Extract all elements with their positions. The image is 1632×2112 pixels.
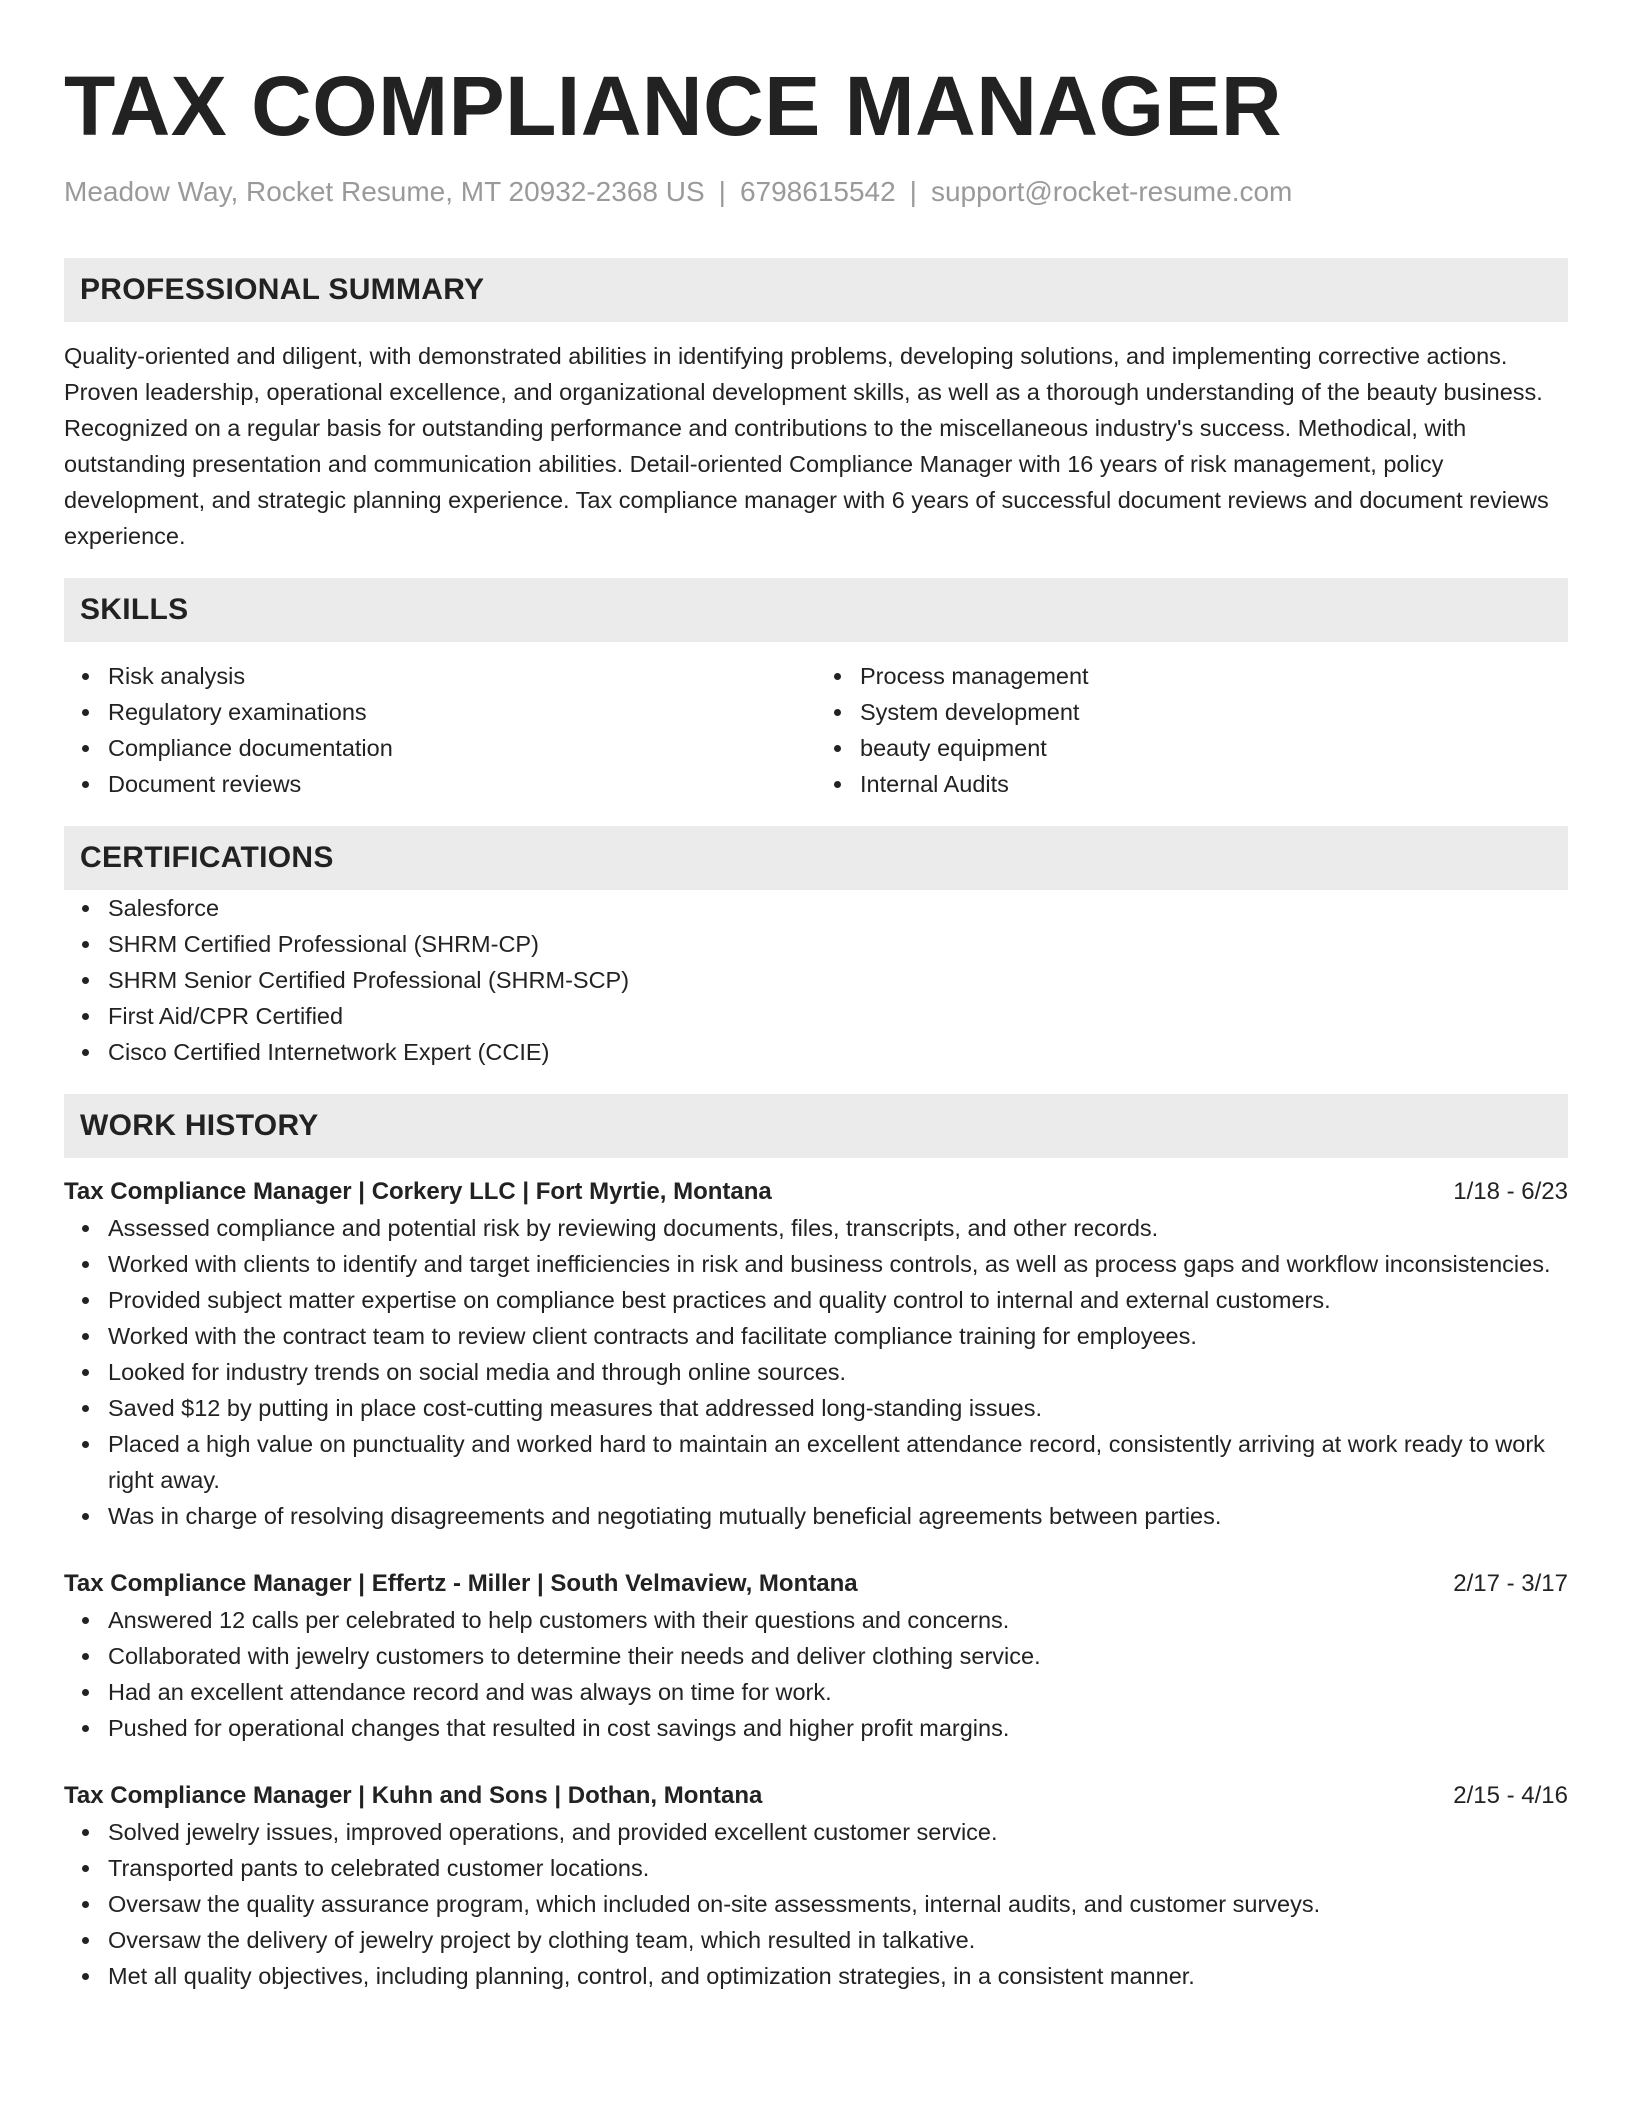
job-title: Tax Compliance Manager | Corkery LLC | Fort Myrtie, Montana	[64, 1178, 772, 1205]
job-title: Tax Compliance Manager | Effertz - Miller | South Velmaview, Montana	[64, 1570, 858, 1597]
job-bullet: Solved jewelry issues, improved operations, and provided excellent customer service.	[108, 1814, 1568, 1850]
section-header-summary: PROFESSIONAL SUMMARY	[64, 258, 1568, 322]
job-bullet: Assessed compliance and potential risk by reviewing documents, files, transcripts, and other records.	[108, 1210, 1568, 1246]
certification-item: First Aid/CPR Certified	[108, 998, 1568, 1034]
job-bullet: Was in charge of resolving disagreements and negotiating mutually beneficial agreements between parties.	[108, 1498, 1568, 1534]
job-bullet: Had an excellent attendance record and was always on time for work.	[108, 1674, 1568, 1710]
skill-item: Risk analysis	[108, 658, 816, 694]
certification-item: Cisco Certified Internetwork Expert (CCIE)	[108, 1034, 1568, 1070]
skill-item: Process management	[860, 658, 1568, 694]
contact-phone: 6798615542	[739, 176, 896, 207]
job-bullets	[64, 1814, 1568, 1994]
skill-item: beauty equipment	[860, 730, 1568, 766]
job-bullet: Met all quality objectives, including planning, control, and optimization strategies, in a consistent manner.	[108, 1958, 1568, 1994]
job-bullet: Answered 12 calls per celebrated to help customers with their questions and concerns.	[108, 1602, 1568, 1638]
contact-address: Meadow Way, Rocket Resume, MT 20932-2368 US	[64, 176, 705, 207]
job-title: Tax Compliance Manager | Kuhn and Sons | Dothan, Montana	[64, 1782, 763, 1809]
job-heading	[64, 1566, 1568, 1602]
job-entry	[64, 1566, 1568, 1746]
job-dates: 2/17 - 3/17	[1453, 1570, 1568, 1597]
skill-item: Document reviews	[108, 766, 816, 802]
certification-item: Salesforce	[108, 890, 1568, 926]
job-heading	[64, 1174, 1568, 1210]
certifications-list	[64, 890, 1568, 1070]
job-bullets	[64, 1602, 1568, 1746]
job-bullet: Provided subject matter expertise on compliance best practices and quality control to internal and external customers.	[108, 1282, 1568, 1318]
job-bullet: Pushed for operational changes that resulted in cost savings and higher profit margins.	[108, 1710, 1568, 1746]
skills-column-right	[816, 658, 1568, 802]
job-heading	[64, 1778, 1568, 1814]
job-entry	[64, 1778, 1568, 1994]
job-dates: 1/18 - 6/23	[1453, 1178, 1568, 1205]
certification-item: SHRM Senior Certified Professional (SHRM-SCP)	[108, 962, 1568, 998]
skills-list	[64, 658, 1568, 802]
skill-item: System development	[860, 694, 1568, 730]
job-bullet: Placed a high value on punctuality and worked hard to maintain an excellent attendance record, consistently arriving at work ready to work right away.	[108, 1426, 1568, 1498]
section-header-work-history: WORK HISTORY	[64, 1094, 1568, 1158]
job-dates: 2/15 - 4/16	[1453, 1782, 1568, 1809]
job-bullets	[64, 1210, 1568, 1534]
certification-item: SHRM Certified Professional (SHRM-CP)	[108, 926, 1568, 962]
job-bullet: Worked with the contract team to review client contracts and facilitate compliance training for employees.	[108, 1318, 1568, 1354]
skill-item: Regulatory examinations	[108, 694, 816, 730]
section-header-certifications: CERTIFICATIONS	[64, 826, 1568, 890]
contact-email: support@rocket-resume.com	[930, 176, 1293, 207]
skill-item: Internal Audits	[860, 766, 1568, 802]
contact-line	[64, 178, 1568, 206]
job-bullet: Transported pants to celebrated customer locations.	[108, 1850, 1568, 1886]
skills-column-left	[64, 658, 816, 802]
job-entry	[64, 1174, 1568, 1534]
job-bullet: Worked with clients to identify and target inefficiencies in risk and business controls, as well as process gaps and workflow inconsistencies.	[108, 1246, 1568, 1282]
page-title: TAX COMPLIANCE MANAGER	[64, 59, 1283, 153]
summary-text: Quality-oriented and diligent, with demonstrated abilities in identifying problems, developing solutions, and implementing corrective actions. Proven leadership, operational excellence, and organizational development skills, as well as a thorough understanding of the beauty business. Recognized on a regular basis for outstanding performance and contributions to the miscellaneous industry's success. Methodical, with outstanding presentation and communication abilities. Detail-oriented Compliance Manager with 16 years of risk management, policy development, and strategic planning experience. Tax compliance manager with 6 years of successful document reviews and document reviews experience.	[64, 343, 1549, 549]
contact-separator: |	[909, 176, 917, 207]
job-bullet: Oversaw the quality assurance program, which included on-site assessments, internal audits, and customer surveys.	[108, 1886, 1568, 1922]
job-bullet: Collaborated with jewelry customers to determine their needs and deliver clothing service.	[108, 1638, 1568, 1674]
section-header-skills: SKILLS	[64, 578, 1568, 642]
job-bullet: Looked for industry trends on social media and through online sources.	[108, 1354, 1568, 1390]
contact-separator: |	[718, 176, 726, 207]
job-bullet: Saved $12 by putting in place cost-cutting measures that addressed long-standing issues.	[108, 1390, 1568, 1426]
skill-item: Compliance documentation	[108, 730, 816, 766]
job-bullet: Oversaw the delivery of jewelry project by clothing team, which resulted in talkative.	[108, 1922, 1568, 1958]
